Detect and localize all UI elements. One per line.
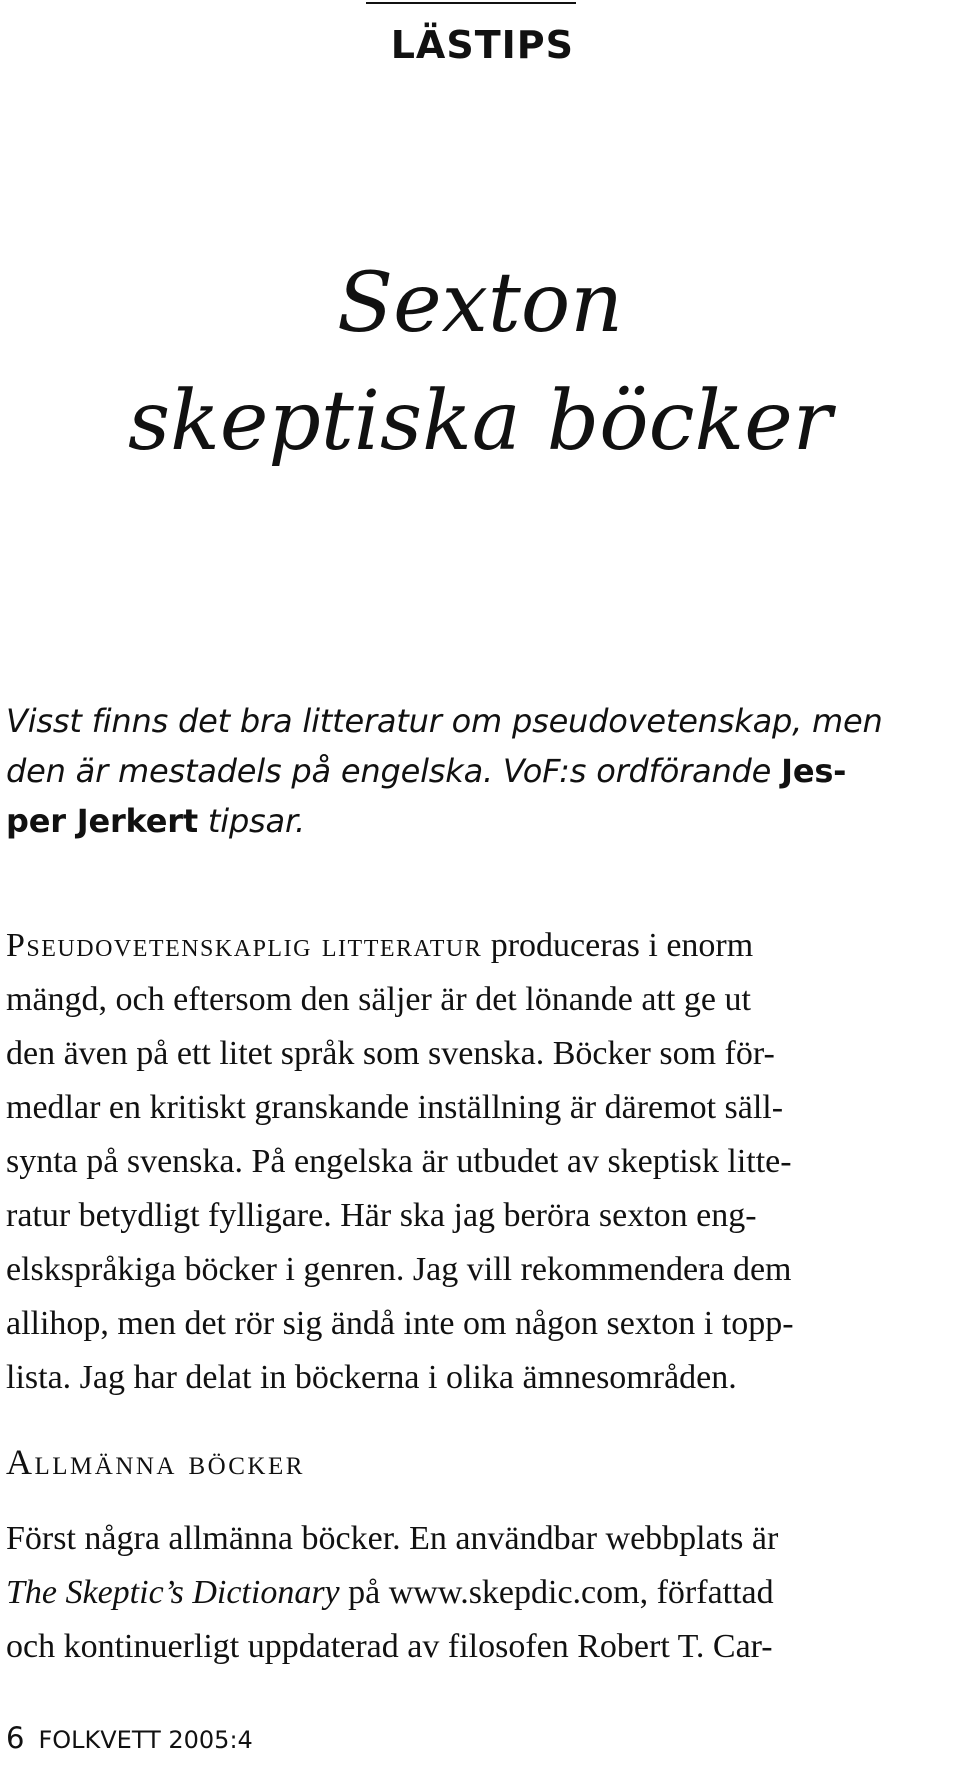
p1-line-6: ratur betydligt fylligare. Här ska jag beröra sexton eng- xyxy=(6,1197,757,1234)
body-paragraph-1 xyxy=(6,919,952,1405)
p2-line-1: Först några allmänna böcker. En användbar webbplats är xyxy=(6,1520,779,1557)
lead-paragraph xyxy=(6,696,952,846)
p2-line-2-rest: på www.skepdic.com, författad xyxy=(339,1574,774,1611)
book-title: The Skeptic’s Dictionary xyxy=(6,1574,340,1611)
top-rule xyxy=(366,2,576,4)
lead-tail: tipsar. xyxy=(197,802,305,840)
p2-line-3: och kontinuerligt uppdaterad av filosofen Robert T. Car- xyxy=(6,1628,773,1665)
lead-line-2: den är mestadels på engelska. VoF:s ordförande xyxy=(6,752,782,790)
lead-line-1: Visst finns det bra litteratur om pseudovetenskap, men xyxy=(6,702,883,740)
section-heading: Allmänna böcker xyxy=(6,1442,305,1482)
author-name-part-2: per Jerkert xyxy=(6,802,198,840)
p1-line-7: elskspråkiga böcker i genren. Jag vill rekommendera dem xyxy=(6,1251,792,1288)
page-number: 6 xyxy=(6,1721,25,1755)
p1-line-9: lista. Jag har delat in böckerna i olika ämnesområden. xyxy=(6,1359,737,1396)
p1-line-4: medlar en kritiskt granskande inställning är däremot säll- xyxy=(6,1089,784,1126)
p1-line-2: mängd, och eftersom den säljer är det lönande att ge ut xyxy=(6,981,751,1018)
page-footer xyxy=(6,1722,253,1756)
publication-name: FOLKVETT 2005:4 xyxy=(38,1726,253,1754)
section-kicker: LÄSTIPS xyxy=(390,23,574,67)
p1-line-1-rest: produceras i enorm xyxy=(482,927,754,964)
author-name-part-1: Jes- xyxy=(781,752,847,790)
p1-line-8: allihop, men det rör sig ändå inte om någon sexton i topp- xyxy=(6,1305,794,1342)
title-line-2: skeptiska böcker xyxy=(128,374,832,469)
p1-line-5: synta på svenska. På engelska är utbudet av skeptisk litte- xyxy=(6,1143,792,1180)
p1-line-3: den även på ett litet språk som svenska. Böcker som för- xyxy=(6,1035,775,1072)
title-line-1: Sexton xyxy=(336,256,624,351)
lead-in-small-caps: Pseudovetenskaplig litteratur xyxy=(6,927,483,964)
article-title xyxy=(0,245,960,481)
body-paragraph-2 xyxy=(6,1512,952,1674)
